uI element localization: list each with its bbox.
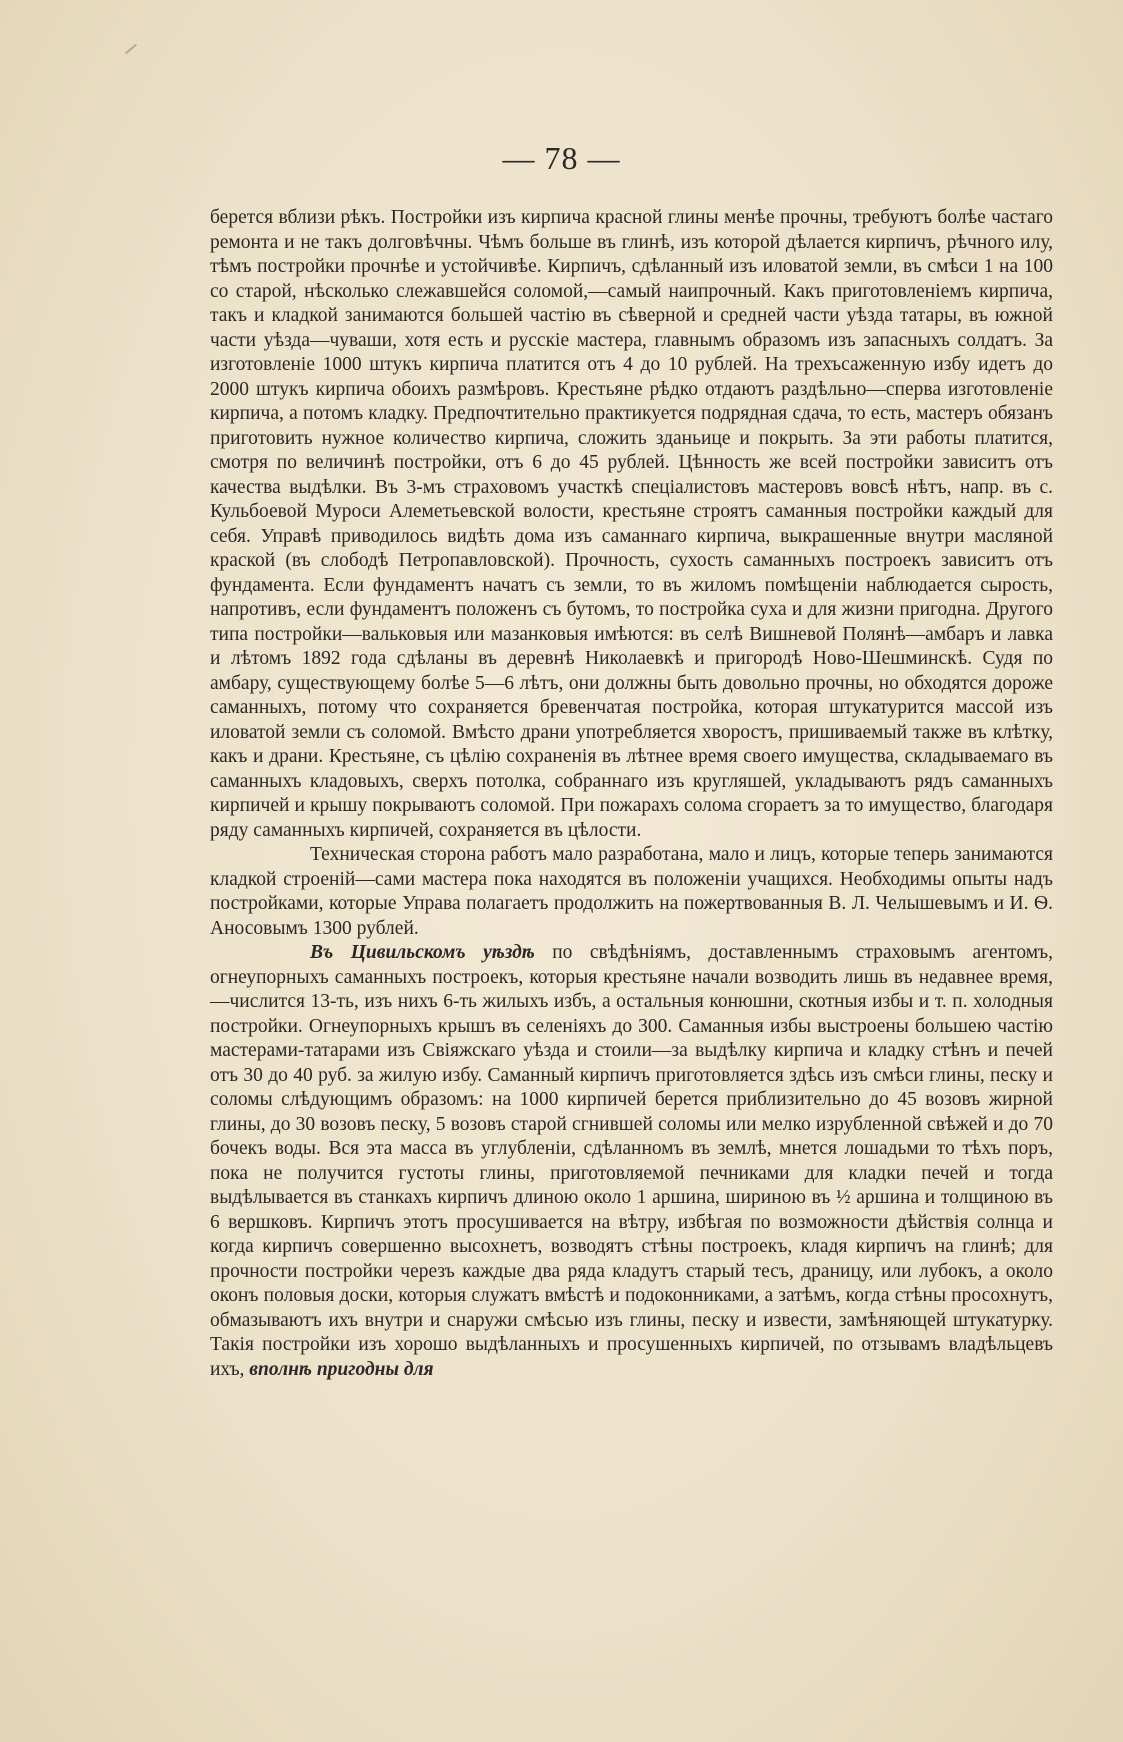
paragraph-3-lead-italic: Въ Цивильскомъ уѣздѣ bbox=[310, 942, 535, 963]
margin-pencil-mark bbox=[125, 44, 137, 55]
paragraph-2: Техническая сторона работъ мало разработана, мало и лицъ, которые теперь занимаются кладкой строеній—сами мастера пока находятся въ положеніи учащихся. Необходимы опыты надъ постройками, которые Управа полагаетъ продолжить на пожертвованныя В. Л. Челышевымъ и И. Ѳ. Аносовымъ 1300 рублей. bbox=[210, 844, 1053, 939]
paragraph-1: берется вблизи рѣкъ. Постройки изъ кирпича красной глины менѣе прочны, требуютъ болѣе частаго ремонта и не такъ долговѣчны. Чѣмъ больше въ глинѣ, изъ которой дѣлается кирпичъ, рѣчного илу, тѣмъ постройки прочнѣе и устойчивѣе. Кирпичъ, сдѣланный изъ иловатой земли, въ смѣси 1 на 100 со старой, нѣсколько слежавшейся соломой,—самый наипрочный. Какъ приготовленіемъ кирпича, такъ и кладкой занимаются большей частію въ сѣверной и средней части уѣзда татары, въ южной части уѣзда—чуваши, хотя есть и русскіе мастера, главнымъ образомъ изъ запасныхъ солдатъ. За изготовленіе 1000 штукъ кирпича платится отъ 4 до 10 рублей. На трехъсаженную избу идетъ до 2000 штукъ кирпича обоихъ размѣровъ. Крестьяне рѣдко отдаютъ раздѣльно—сперва изготовленіе кирпича, а потомъ кладку. Предпочтительно практикуется подрядная сдача, то есть, мастеръ обязанъ приготовить нужное количество кирпича, сложить зданьице и покрыть. За эти работы платится, смотря по величинѣ постройки, отъ 6 до 45 рублей. Цѣнность же всей постройки зависитъ отъ качества выдѣлки. Въ 3-мъ страховомъ участкѣ спеціалистовъ мастеровъ вовсѣ нѣтъ, напр. въ с. Кульбоевой Муроси Алеметьевской волости, крестьяне строятъ саманныя постройки каждый для себя. Управѣ приводилось видѣть дома изъ саманнаго кирпича, выкрашенные внутри масляной краской (въ слободѣ Петропавловской). Прочность, сухость саманныхъ построекъ зависитъ отъ фундамента. Если фундаментъ начатъ съ земли, то въ жиломъ помѣщеніи наблюдается сырость, напротивъ, если фундаментъ положенъ съ бутомъ, то постройка суха и для жизни пригодна. Другого типа постройки—вальковыя или мазанковыя имѣются: въ селѣ Вишневой Полянѣ—амбаръ и лавка и лѣтомъ 1892 года сдѣланы въ деревнѣ Николаевкѣ и пригородѣ Ново-Шешминскѣ. Судя по амбару, существующему болѣе 5—6 лѣтъ, они должны быть довольно прочны, но обходятся дороже саманныхъ, потому что сохраняется бревенчатая постройка, которая штукатурится массой изъ иловатой земли съ соломой. Вмѣсто драни употребляется хворостъ, пришиваемый также въ клѣтку, какъ и драни. Крестьяне, съ цѣлію сохраненія въ лѣтнее время своего имущества, складываемаго въ саманныхъ кладовыхъ, сверхъ потолка, собраннаго изъ кругляшей, укладываютъ рядъ саманныхъ кирпичей и крышу покрываютъ соломой. При пожарахъ солома сгораетъ за то имущество, благодаря ряду саманныхъ кирпичей, сохраняется въ цѣлости. bbox=[210, 207, 1053, 841]
body-text bbox=[210, 206, 1053, 1382]
page-number: — 78 — bbox=[502, 140, 621, 176]
paragraph-3 bbox=[210, 941, 1053, 1382]
paragraph-3-text: по свѣдѣніямъ, доставленнымъ страховымъ агентомъ, огнеупорныхъ саманныхъ построекъ, которыя крестьяне начали возводить лишь въ недавнее время,—числится 13-ть, изъ нихъ 6-ть жилыхъ избъ, а остальныя конюшни, скотныя избы и т. п. холодныя постройки. Огнеупорныхъ крышъ въ селеніяхъ до 300. Саманныя избы выстроены большею частію мастерами-татарами изъ Свіяжскаго уѣзда и стоили—за выдѣлку кирпича и кладку стѣнъ и печей отъ 30 до 40 руб. за жилую избу. Саманный кирпичъ приготовляется здѣсь изъ смѣси глины, песку и соломы слѣдующимъ образомъ: на 1000 кирпичей берется приблизительно до 45 возовъ жирной глины, до 30 возовъ песку, 5 возовъ старой сгнившей соломы или мелко изрубленной свѣжей и до 70 бочекъ воды. Вся эта масса въ углубленіи, сдѣланномъ въ землѣ, мнется лошадьми то тѣхъ поръ, пока не получится густоты глины, приготовляемой печниками для кладки печей и тогда выдѣлывается въ станкахъ кирпичъ длиною около 1 аршина, шириною въ ½ аршина и толщиною въ 6 вершковъ. Кирпичъ этотъ просушивается на вѣтру, избѣгая по возможности дѣйствія солнца и когда кирпичъ совершенно высохнетъ, возводятъ стѣны построекъ, кладя кирпичъ на глинѣ; для прочности постройки черезъ каждые два ряда кладутъ старый тесъ, драницу, или лубокъ, а около оконъ половыя доски, которыя служатъ вмѣстѣ и подоконниками, а затѣмъ, когда стѣны просохнутъ, обмазываютъ ихъ внутри и снаружи смѣсью изъ глины, песку и извести, замѣняющей штукатурку. Такія постройки изъ хорошо выдѣланныхъ и просушенныхъ кирпичей, по отзывамъ владѣльцевъ ихъ, bbox=[210, 942, 1053, 1380]
paragraph-3-tail-italic: вполнѣ пригодны для bbox=[249, 1358, 434, 1380]
